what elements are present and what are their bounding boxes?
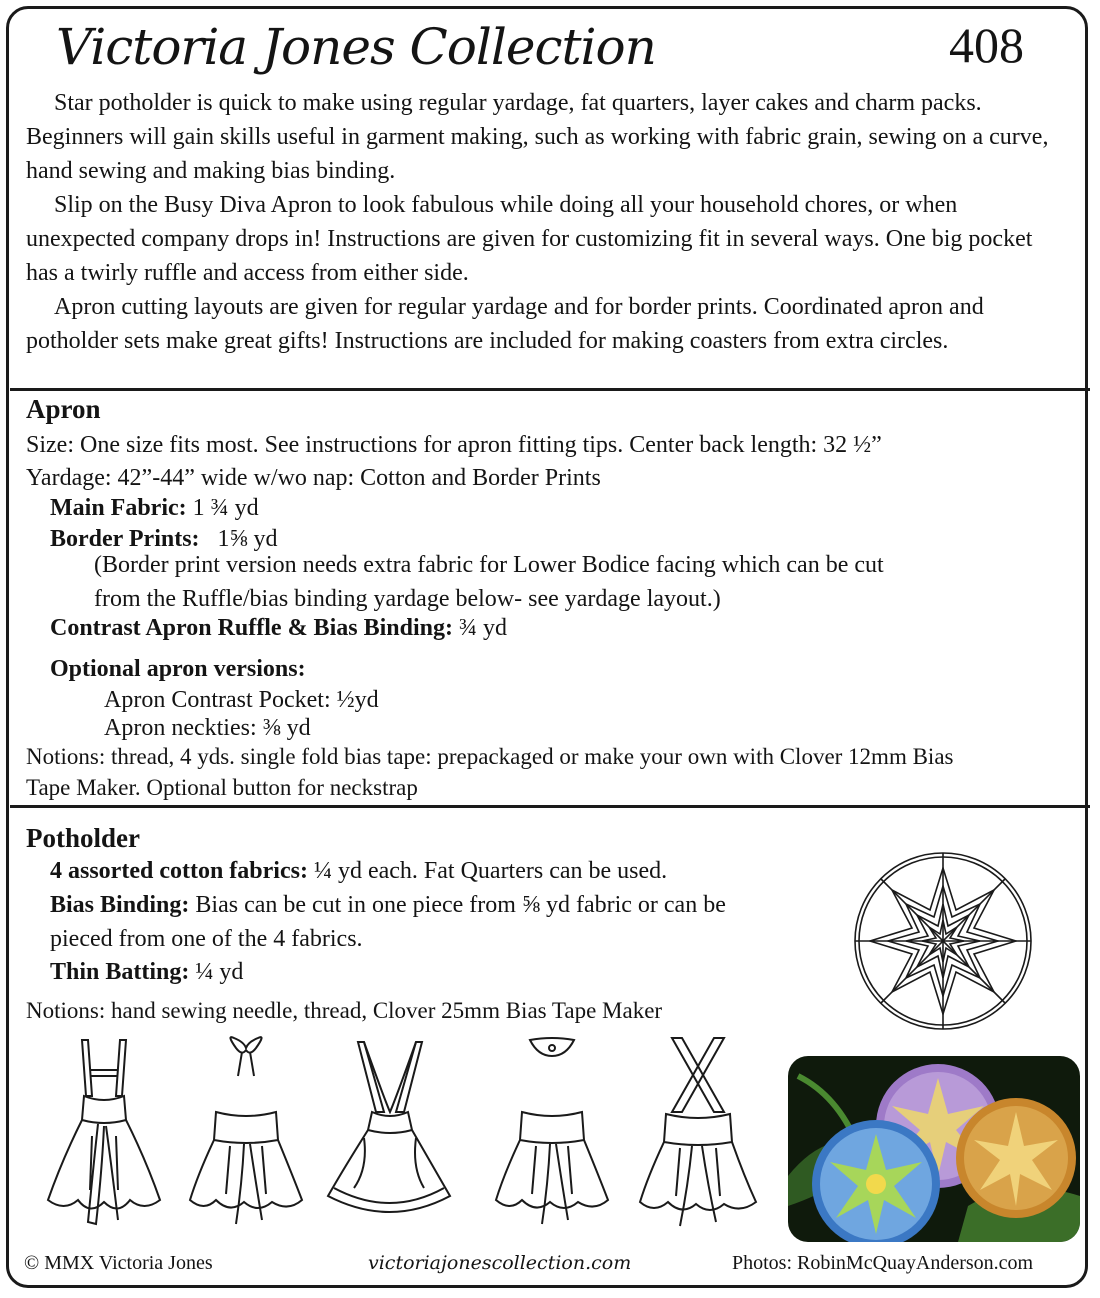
main-fabric-value: 1 ¾ yd <box>192 495 259 521</box>
thin-batting-label: Thin Batting: <box>50 959 190 985</box>
apron-view-4-illustration <box>492 1034 612 1230</box>
collection-title: Victoria Jones Collection <box>56 18 656 76</box>
apron-view-5-illustration <box>636 1036 760 1230</box>
apron-notions: Tape Maker. Optional button for neckstrap <box>26 775 418 800</box>
potholder-heading: Potholder <box>26 823 140 853</box>
thin-batting-row <box>50 957 243 987</box>
bias-binding-note: pieced from one of the 4 fabrics. <box>50 926 363 952</box>
apron-yardage: Yardage: 42”-44” wide w/wo nap: Cotton and Border Prints <box>26 465 601 491</box>
potholder-fabrics-label: 4 assorted cotton fabrics: <box>50 858 308 884</box>
photo-credit: Photos: RobinMcQuayAnderson.com <box>732 1252 1034 1274</box>
contrast-ruffle-row <box>50 613 507 643</box>
intro-paragraph: Star potholder is quick to make using regular yardage, fat quarters, layer cakes and charm packs. Beginners will gain skills useful in garment making, such as working with fabric grain, sewing on a curve, hand sewing and making bias binding. <box>26 90 1049 184</box>
thin-batting-value: ¼ yd <box>195 959 244 985</box>
potholder-photo <box>788 1056 1080 1242</box>
website-url[interactable]: victoriajonescollection.com <box>368 1252 632 1274</box>
potholder-fabrics-row <box>50 856 667 886</box>
potholder-fabrics-value: ¼ yd each. Fat Quarters can be used. <box>313 858 668 884</box>
bias-binding-label: Bias Binding: <box>50 892 190 918</box>
optional-neckties: Apron neckties: ⅜ yd <box>104 715 311 741</box>
apron-size: Size: One size fits most. See instructions for apron fitting tips. Center back length: 32 ½” <box>26 432 882 458</box>
border-prints-label: Border Prints: <box>50 526 200 552</box>
apron-view-1-illustration <box>44 1040 164 1230</box>
bias-binding-value: Bias can be cut in one piece from ⅝ yd fabric or can be <box>195 892 726 918</box>
contrast-ruffle-label: Contrast Apron Ruffle & Bias Binding: <box>50 615 453 641</box>
border-note: from the Ruffle/bias binding yardage below- see yardage layout.) <box>94 586 721 612</box>
contrast-ruffle-value: ¾ yd <box>458 615 507 641</box>
bias-binding-row <box>50 890 726 920</box>
copyright-notice: © MMX Victoria Jones <box>24 1252 213 1274</box>
apron-view-2-illustration <box>186 1034 306 1230</box>
intro-paragraph: Slip on the Busy Diva Apron to look fabulous while doing all your household chores, or when unexpected company drops in! Instructions are given for customizing fit in several ways. One big pocket has a twirly ruffle and access from either side. <box>26 192 1033 286</box>
intro-description <box>26 86 1070 358</box>
section-divider <box>10 805 1090 808</box>
apron-view-3-illustration <box>324 1038 454 1230</box>
apron-notions: Notions: thread, 4 yds. single fold bias tape: prepackaged or make your own with Clover 12mm Bias <box>26 744 954 769</box>
potholder-notions: Notions: hand sewing needle, thread, Clover 25mm Bias Tape Maker <box>26 998 663 1023</box>
optional-pocket: Apron Contrast Pocket: ½yd <box>104 687 379 713</box>
intro-paragraph: Apron cutting layouts are given for regular yardage and for border prints. Coordinated apron and potholder sets make great gifts! Instructions are included for making coasters from extra circles. <box>26 294 984 354</box>
main-fabric-row <box>50 493 259 523</box>
section-divider <box>10 388 1090 391</box>
border-prints-value: 1⅝ yd <box>217 526 278 552</box>
pattern-number: 408 <box>949 17 1024 73</box>
star-potholder-diagram <box>848 846 1038 1036</box>
apron-heading: Apron <box>26 394 101 424</box>
border-note: (Border print version needs extra fabric for Lower Bodice facing which can be cut <box>94 552 884 578</box>
main-fabric-label: Main Fabric: <box>50 495 187 521</box>
optional-versions-heading: Optional apron versions: <box>50 656 306 682</box>
